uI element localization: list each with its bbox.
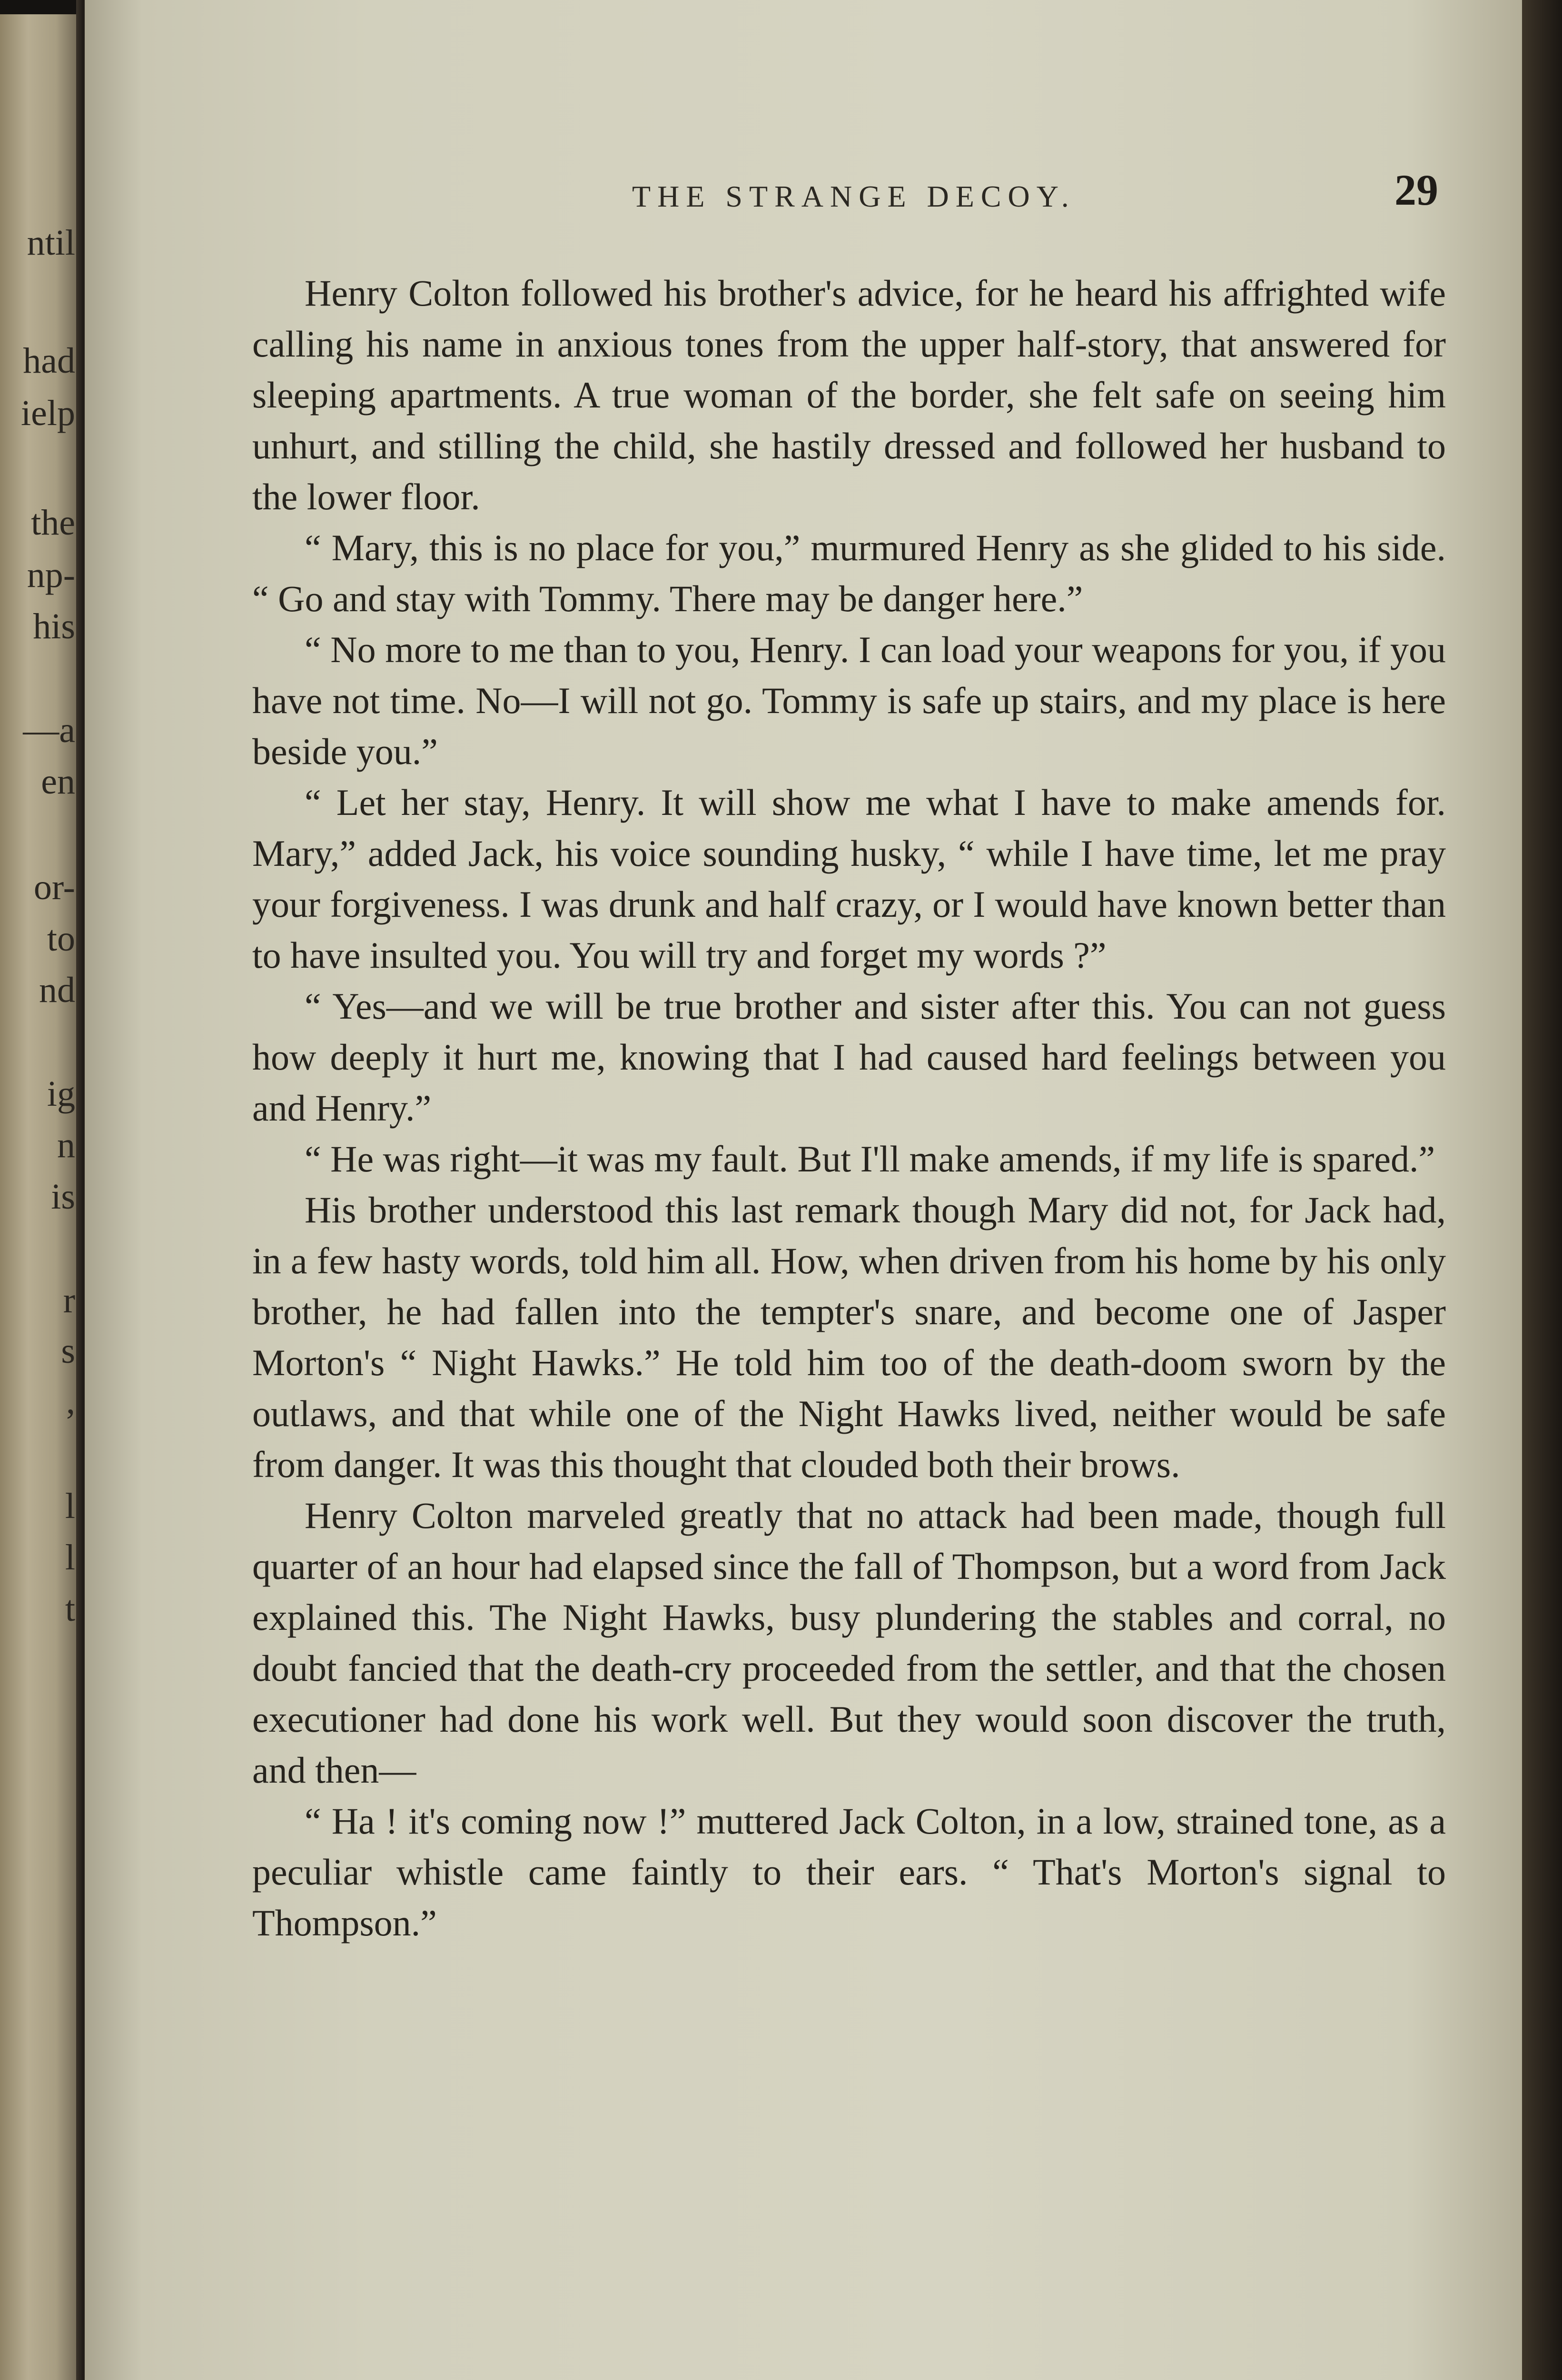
book-page xyxy=(85,0,1522,2380)
left-page-text: the xyxy=(31,503,75,543)
left-page-fragment xyxy=(0,14,80,2380)
left-page-text: s xyxy=(61,1331,75,1371)
page-number: 29 xyxy=(1394,166,1438,214)
running-head: THE STRANGE DECOY. xyxy=(632,179,1076,213)
left-page-text: en xyxy=(41,762,75,802)
left-page-text: np- xyxy=(27,555,75,595)
left-page-text: r xyxy=(63,1280,75,1320)
paragraph: Henry Colton followed his brother's advice, for he heard his affrighted wife calling his name in anxious tones from the upper half-story, that answered for sleeping apartments. A true woman of the border, she felt safe on seeing him unhurt, and stilling the child, she hastily dressed and followed her husband to the lower floor. xyxy=(252,272,1446,517)
left-page-text: l xyxy=(65,1537,75,1577)
left-page-text: l xyxy=(65,1486,75,1526)
left-page-text: his xyxy=(33,606,75,646)
left-page-text: , xyxy=(66,1381,75,1421)
page-edge xyxy=(1522,0,1562,2380)
paragraph: “ No more to me than to you, Henry. I can load your weapons for you, if you have not time. No—I will not go. Tommy is safe up stairs, and my place is here beside you.” xyxy=(252,629,1446,772)
left-page-text: —a xyxy=(23,710,75,750)
paragraph: “ Yes—and we will be true brother and sister after this. You can not guess how deeply it hurt me, knowing that I had caused hard feelings between you and Henry.” xyxy=(252,985,1446,1129)
paragraph: “ Let her stay, Henry. It will show me what I have to make amends for. Mary,” added Jack, his voice sounding husky, “ while I have time, let me pray your forgiveness. I was drunk and half crazy, or I would have known better than to have insulted you. You will try and forget my words ?” xyxy=(252,782,1446,976)
left-page-text: ig xyxy=(47,1074,75,1114)
left-page-text: or- xyxy=(33,867,75,907)
left-page-text: ielp xyxy=(21,393,75,433)
left-page-text: had xyxy=(23,341,75,381)
left-page-text: to xyxy=(47,919,75,959)
body-text xyxy=(252,268,1446,1948)
left-page-text: nd xyxy=(39,970,75,1010)
paragraph: “ Mary, this is no place for you,” murmured Henry as she glided to his side. “ Go and stay with Tommy. There may be danger here.” xyxy=(252,527,1446,619)
paragraph: “ Ha ! it's coming now !” muttered Jack Colton, in a low, strained tone, as a peculiar whistle came faintly to their ears. “ That's Morton's signal to Thompson.” xyxy=(252,1800,1446,1944)
left-page-text: t xyxy=(65,1589,75,1629)
paragraph: “ He was right—it was my fault. But I'll make amends, if my life is spared.” xyxy=(305,1138,1435,1180)
paragraph: Henry Colton marveled greatly that no attack had been made, though full quarter of an hour had elapsed since the fall of Thompson, but a word from Jack explained this. The Night Hawks, busy plundering the stables and corral, no doubt fancied that the death-cry proceeded from the settler, and that the chosen executioner had done his work well. But they would soon discover the truth, and then— xyxy=(252,1495,1446,1791)
left-page-text: n xyxy=(57,1125,75,1165)
paragraph: His brother understood this last remark though Mary did not, for Jack had, in a few hasty words, told him all. How, when driven from his home by his only brother, he had fallen into the tempter's snare, and become one of Jasper Morton's “ Night Hawks.” He told him too of the death-doom sworn by the outlaws, and that while one of the Night Hawks lived, neither would be safe from danger. It was this thought that clouded both their brows. xyxy=(252,1189,1446,1485)
left-page-text: is xyxy=(51,1177,75,1217)
left-page-text: ntil xyxy=(27,223,75,263)
